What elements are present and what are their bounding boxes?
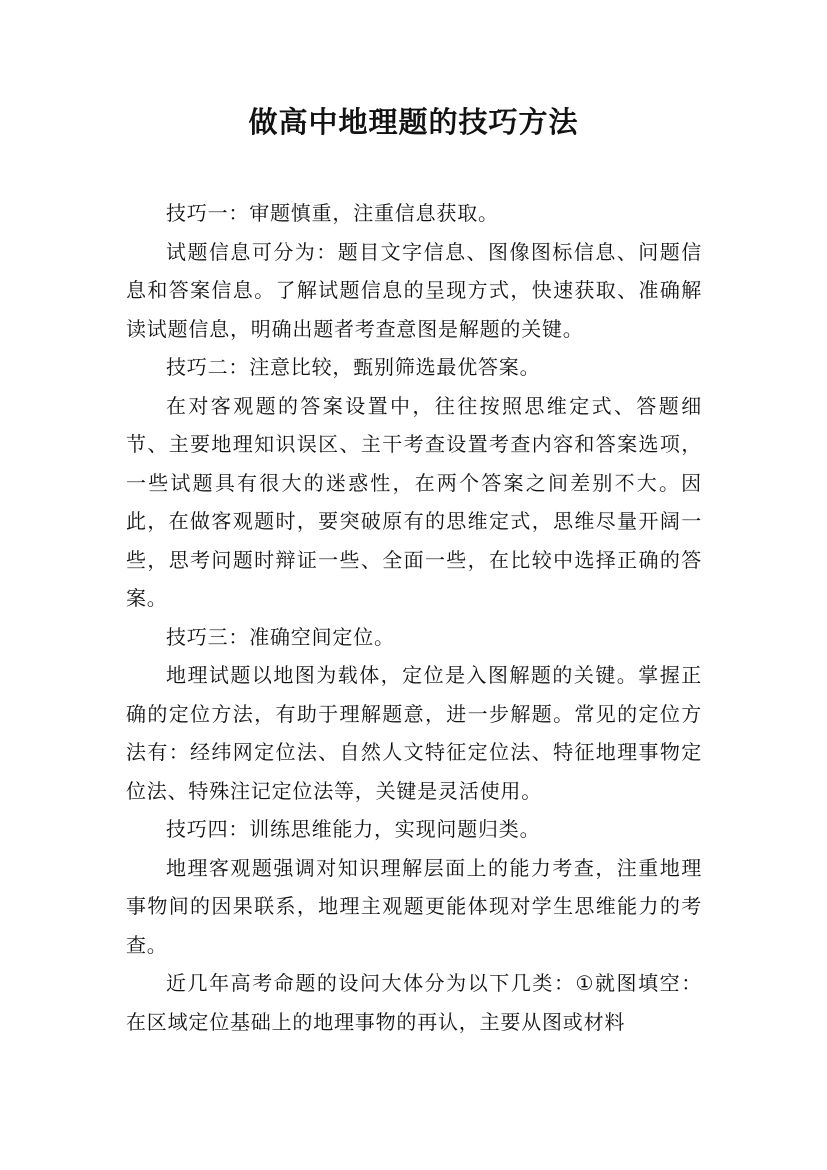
paragraph-tip-2-body: 在对客观题的答案设置中，往往按照思维定式、答题细节、主要地理知识误区、主干考查设置考查内容和答案选项，一些试题具有很大的迷惑性，在两个答案之间差别不大。因此，在做客观题时，要突破原有的思维定式，思维尽量开阔一些，思考问题时辩证一些、全面一些，在比较中选择正确的答案。 bbox=[126, 393, 702, 610]
paragraph-tip-4-body: 地理客观题强调对知识理解层面上的能力考查，注重地理事物间的因果联系，地理主观题更能体现对学生思维能力的考查。 bbox=[126, 855, 702, 957]
paragraph-tip-3-heading: 技巧三：准确空间定位。 bbox=[166, 624, 395, 649]
paragraph-question-types: 近几年高考命题的设问大体分为以下几类：①就图填空：在区域定位基础上的地理事物的再认，主要从图或材料 bbox=[126, 971, 702, 1034]
paragraph-tip-3-body: 地理试题以地图为载体，定位是入图解题的关键。掌握正确的定位方法，有助于理解题意，进一步解题。常见的定位方法有：经纬网定位法、自然人文特征定位法、特征地理事物定位法、特殊注记定位法等，关键是灵活使用。 bbox=[126, 663, 702, 803]
document-body bbox=[126, 194, 702, 1041]
page-title: 做高中地理题的技巧方法 bbox=[248, 105, 579, 139]
paragraph-tip-2-heading: 技巧二：注意比较，甄别筛选最优答案。 bbox=[166, 355, 541, 379]
paragraph-tip-1-heading: 技巧一：审题慎重，注重信息获取。 bbox=[166, 201, 499, 225]
paragraph-tip-4-heading: 技巧四：训练思维能力，实现问题归类。 bbox=[166, 817, 541, 841]
paragraph-tip-1-body: 试题信息可分为：题目文字信息、图像图标信息、问题信息和答案信息。了解试题信息的呈现方式，快速获取、准确解读试题信息，明确出题者考查意图是解题的关键。 bbox=[126, 239, 702, 341]
